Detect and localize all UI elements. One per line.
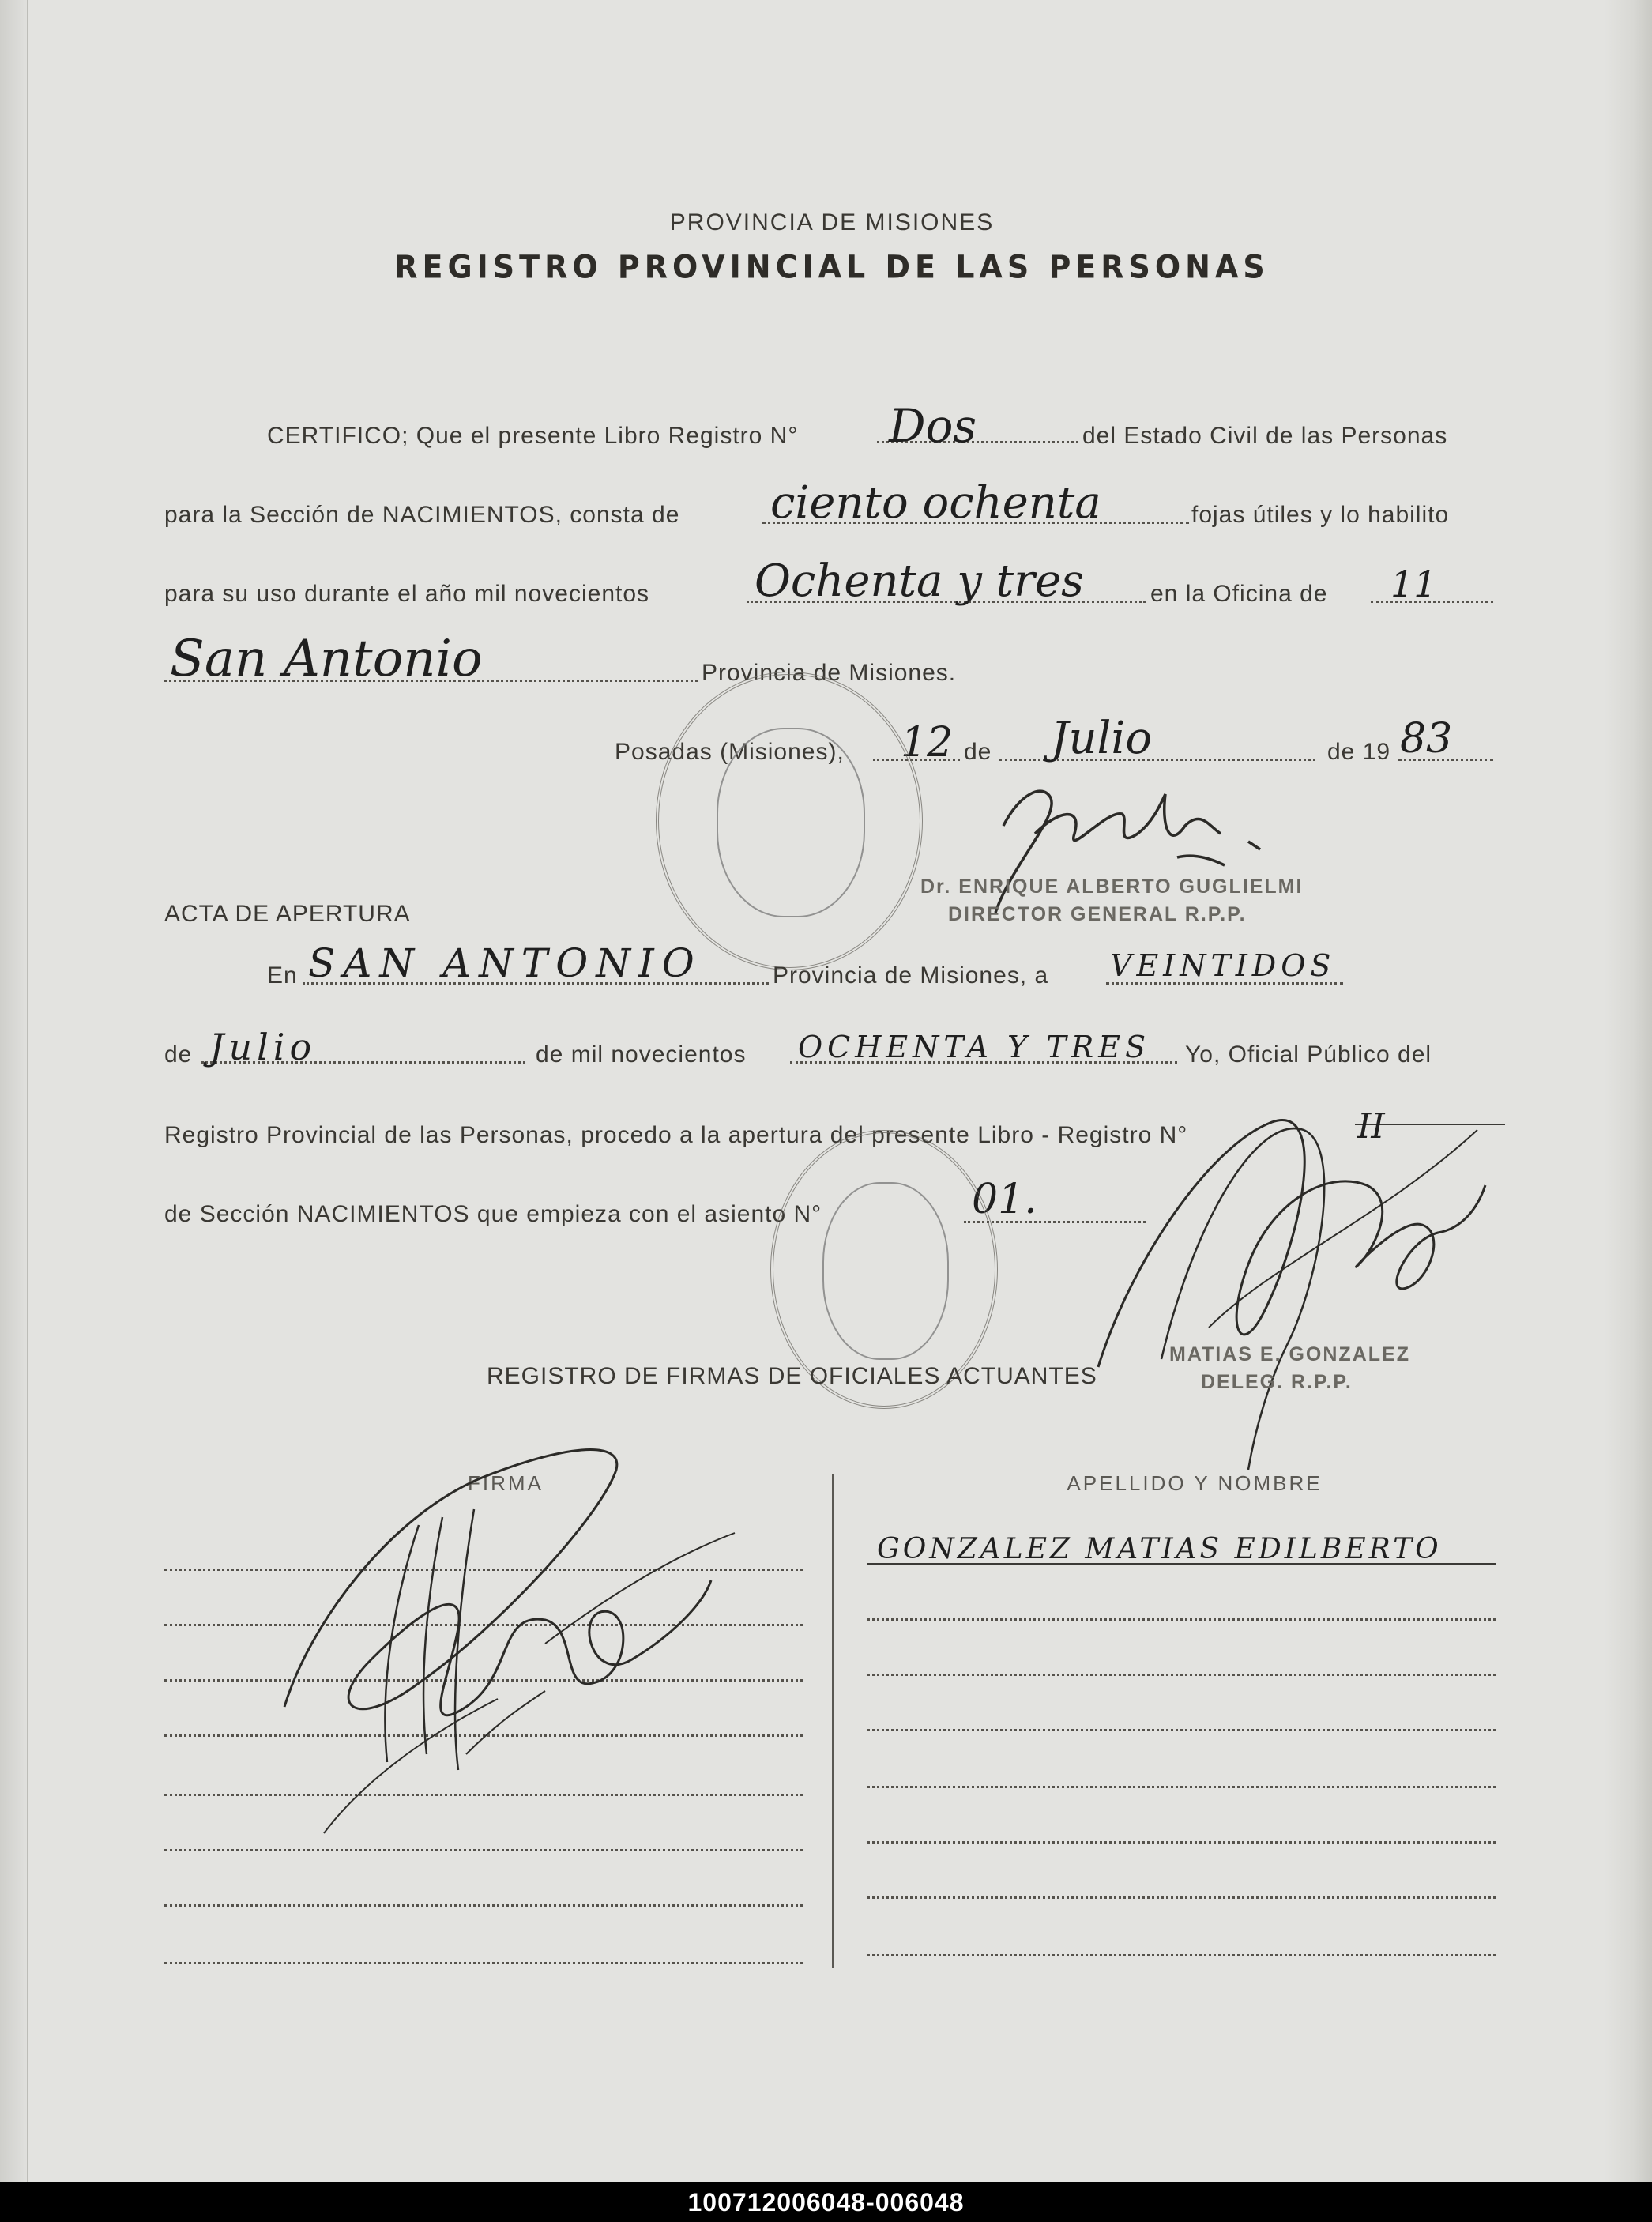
libro-num-handwritten: Dos — [889, 399, 977, 453]
nombre-line-7 — [867, 1896, 1496, 1899]
posadas-label: Posadas (Misiones), — [615, 739, 845, 765]
page-left-edge — [0, 0, 28, 2182]
acta-registro-line: Registro Provincial de las Personas, procedo a la apertura del presente Libro - Registro N° — [164, 1122, 1188, 1148]
document-id-footer: 100712006048-006048 — [0, 2182, 1652, 2222]
official-signature-1 — [1067, 1027, 1509, 1470]
acta-de-label: de — [164, 1041, 193, 1068]
cert-line4-suffix: Provincia de Misiones. — [702, 660, 957, 686]
director-signature — [948, 778, 1280, 921]
cert-line1-suffix: del Estado Civil de las Personas — [1082, 423, 1448, 449]
day-handwritten: 12 — [901, 719, 954, 766]
column-separator — [832, 1474, 834, 1968]
acta-place-handwritten: SAN ANTONIO — [308, 940, 702, 986]
nombre-entry-1: GONZALEZ MATIAS EDILBERTO — [877, 1533, 1442, 1565]
acta-day-handwritten: VEINTIDOS — [1110, 948, 1336, 983]
office-handwritten: San Antonio — [170, 630, 483, 688]
cert-line3-prefix: para su uso durante el año mil novecientos — [164, 581, 650, 607]
nombre-line-6 — [867, 1841, 1496, 1844]
acta-seccion-line: de Sección NACIMIENTOS que empieza con el asiento N° — [164, 1201, 822, 1227]
firma-line-7 — [164, 1904, 803, 1907]
cert-line2-prefix: para la Sección de NACIMIENTOS, consta de — [164, 502, 680, 528]
seal-emblem — [717, 728, 866, 918]
year-handwritten: 83 — [1400, 715, 1453, 763]
official-name-stamp: MATIAS E. GONZALEZ — [1169, 1343, 1410, 1365]
registry-heading: REGISTRO PROVINCIAL DE LAS PERSONAS — [394, 248, 1270, 286]
official-seal-stamp-1 — [656, 672, 923, 970]
nombre-line-3 — [867, 1674, 1496, 1676]
cert-line3-suffix: en la Oficina de — [1150, 581, 1328, 607]
official-signature-2 — [261, 1422, 751, 1865]
reg-num-handwritten: II — [1357, 1106, 1385, 1147]
de-label-1: de — [964, 739, 992, 765]
director-title-stamp: DIRECTOR GENERAL R.P.P. — [948, 903, 1247, 925]
nombre-line-2 — [867, 1618, 1496, 1621]
acta-mil-label: de mil novecientos — [536, 1041, 747, 1068]
office-num-handwritten: 11 — [1390, 563, 1437, 605]
acta-month-handwritten: Julio — [209, 1026, 317, 1068]
cert-line2-suffix: fojas útiles y lo habilito — [1191, 502, 1450, 528]
asiento-handwritten: 01. — [972, 1176, 1037, 1223]
seal-emblem-2 — [822, 1182, 950, 1360]
official-title-stamp: DELEG. R.P.P. — [1201, 1371, 1353, 1393]
acta-heading: ACTA DE APERTURA — [164, 901, 411, 927]
province-heading: PROVINCIA DE MISIONES — [669, 209, 995, 235]
page-right-edge — [1605, 0, 1652, 2182]
firmas-heading: REGISTRO DE FIRMAS DE OFICIALES ACTUANTES — [487, 1363, 1097, 1389]
cert-line1-prefix: CERTIFICO; Que el presente Libro Registro N° — [267, 423, 799, 449]
acta-year-handwritten: OCHENTA Y TRES — [798, 1030, 1151, 1064]
year-words-handwritten: Ochenta y tres — [755, 556, 1084, 607]
apellido-column-header: APELLIDO Y NOMBRE — [1067, 1471, 1323, 1495]
nombre-line-5 — [867, 1786, 1496, 1788]
acta-prov-label: Provincia de Misiones, a — [773, 962, 1049, 989]
month-line — [999, 759, 1315, 761]
acta-yo-label: Yo, Oficial Público del — [1185, 1041, 1432, 1068]
month-handwritten: Julio — [1051, 713, 1153, 764]
acta-en-label: En — [267, 962, 298, 989]
fojas-handwritten: ciento ochenta — [770, 477, 1101, 529]
firma-line-8 — [164, 1962, 803, 1964]
firma-column-header: FIRMA — [468, 1471, 544, 1495]
director-name-stamp: Dr. ENRIQUE ALBERTO GUGLIELMI — [920, 876, 1304, 898]
nombre-line-8 — [867, 1954, 1496, 1956]
nombre-line-4 — [867, 1729, 1496, 1731]
de-19-label: de 19 — [1327, 739, 1391, 765]
